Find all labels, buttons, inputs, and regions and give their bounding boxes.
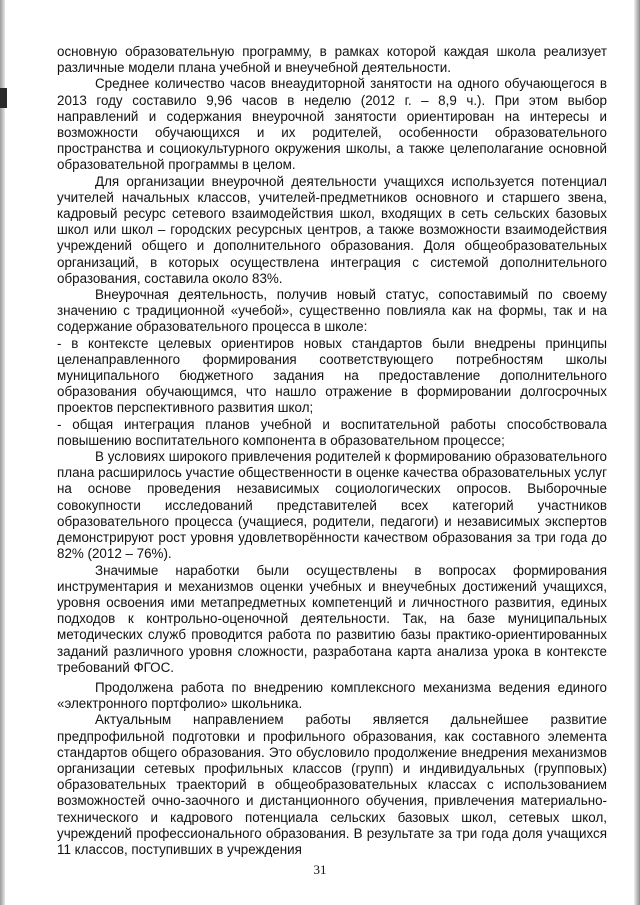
page-number: 31 — [313, 862, 327, 877]
list-item-1: - в контексте целевых ориентиров новых стандартов были внедрены принципы целенаправленного формирования соответствующего потребностям школы муниципального бюджетного задания на предоставление дополнительного образования обучающимся, что нашло отражение в формировании долгосрочных проектов перспективного развития школ; — [57, 335, 607, 416]
scan-border-left — [0, 0, 5, 905]
list-item-2: - общая интеграция планов учебной и воспитательной работы способствовала повышению воспитательного компонента в образовательном процессе; — [57, 416, 607, 448]
paragraph-1: основную образовательную программу, в рамках которой каждая школа реализует различные модели плана учебной и внеучебной деятельности. — [57, 44, 607, 76]
paragraph-3: Для организации внеурочной деятельности учащихся используется потенциал учителей начальных классов, учителей-предметников основного и старшего звена, кадровый ресурс сетевого взаимодействия школ, входящих в сеть сельских базовых школ или школ – городских ресурсных центров, а также возможности взаимодействия учреждений общего и дополнительного образования. Доля общеобразовательных организаций, в которых осуществлена интеграция с системой дополнительного образования, составила около 83%. — [57, 173, 607, 286]
paragraph-7: Продолжена работа по внедрению комплексного механизма ведения единого «электронного портфолио» школьника. — [57, 679, 607, 712]
paragraph-2: Среднее количество часов внеаудиторной занятости на одного обучающегося в 2013 году составило 9,96 часов в неделю (2012 г. – 8,9 ч.). При этом выбор направлений и содержания внеурочной занятости ориентирован на интересы и возможности обучающихся и их родителей, особенности образовательного пространства и социокультурного окружения школы, а также целеполагание основной образовательной программы в целом. — [57, 76, 607, 173]
paragraph-4: Внеурочная деятельность, получив новый статус, сопоставимый по своему значению с традиционной «учебой», существенно повлияла как на формы, так и на содержание образовательного процесса в школе: — [57, 287, 607, 335]
scan-border-right — [634, 0, 640, 905]
document-page — [57, 44, 607, 858]
paragraph-6: Значимые наработки были осуществлены в вопросах формирования инструментария и механизмов оценки учебных и внеучебных достижений учащихся, уровня освоения ими метапредметных компетенций и личностного развития, единых подходов к контрольно-оценочной деятельности. Так, на базе муниципальных методических служб проводится работа по развитию базы практико-ориентированных заданий различного уровня сложности, разработана карта анализа урока в контексте требований ФГОС. — [57, 562, 607, 675]
scan-artifact-mark — [0, 88, 7, 108]
paragraph-5: В условиях широкого привлечения родителей к формированию образовательного плана расширилось участие общественности в оценке качества образовательных услуг на основе проведения независимых социологических опросов. Выборочные совокупности исследований представителей всех категорий участников образовательного процесса (учащиеся, родители, педагоги) и независимых экспертов демонстрируют рост уровня удовлетворённости качеством образования за три года до 82% (2012 – 76%). — [57, 449, 607, 562]
paragraph-8: Актуальным направлением работы является дальнейшее развитие предпрофильной подготовки и профильного образования, как составного элемента стандартов общего образования. Это обусловило продолжение внедрения механизмов организации сетевых профильных классов (групп) и индивидуальных (групповых) образовательных траекторий в общеобразовательных классах с использованием возможностей очно-заочного и дистанционного обучения, привлечения материально-технического и кадрового потенциала сельских базовых школ, сетевых школ, учреждений профессионального образования. В результате за три года доля учащихся 11 классов, поступивших в учреждения — [57, 712, 607, 857]
